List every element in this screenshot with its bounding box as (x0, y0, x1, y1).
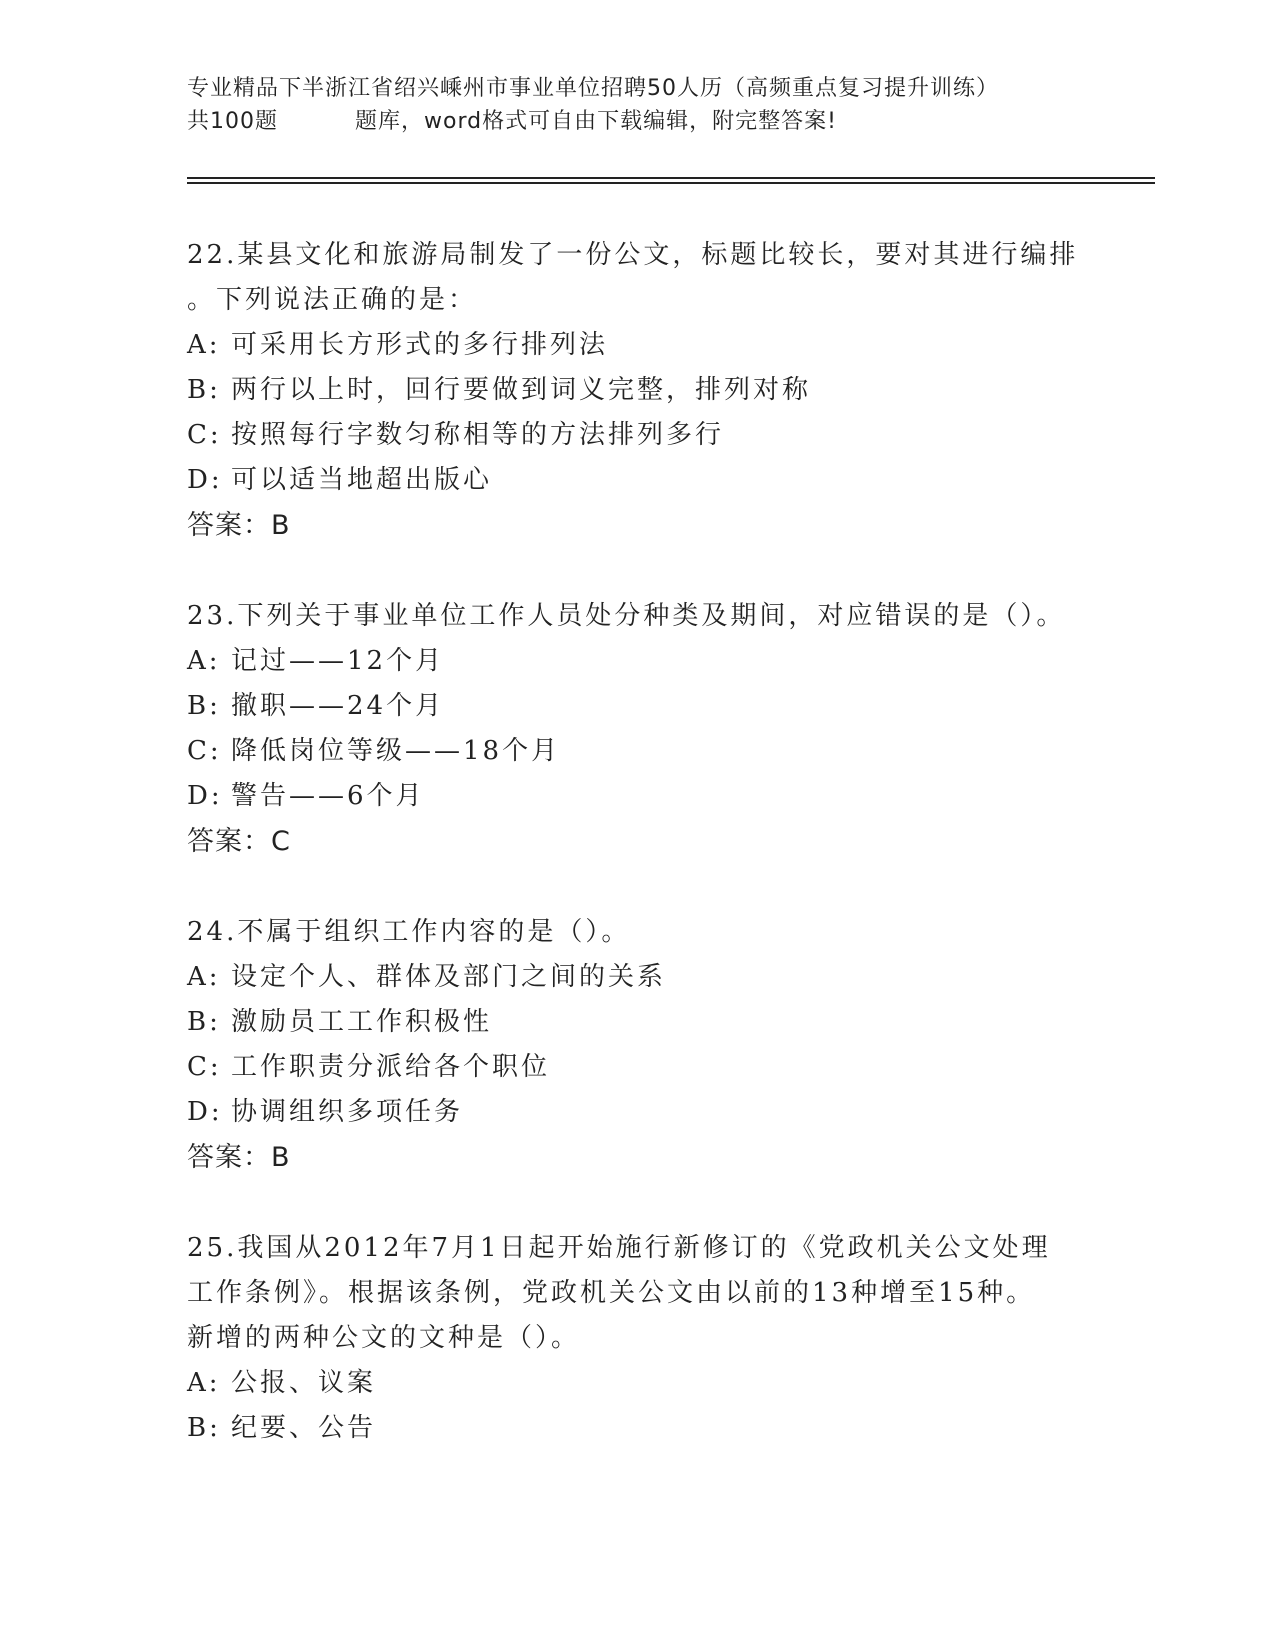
option-key: D: (187, 465, 223, 495)
answer-option (187, 1361, 1087, 1406)
option-text: 工作职责分派给各个职位 (231, 1052, 551, 1082)
header-title-line: 专业精品下半浙江省绍兴嵊州市事业单位招聘50人历（高频重点复习提升训练） (187, 76, 999, 101)
answer-option (187, 1045, 1087, 1090)
option-key: C: (187, 1052, 222, 1082)
option-text: 两行以上时，回行要做到词义完整，排列对称 (231, 375, 812, 405)
question-item (187, 910, 1087, 1180)
option-key: C: (187, 420, 222, 450)
question-item (187, 233, 1087, 548)
question-item (187, 594, 1087, 864)
option-text: 按照每行字数匀称相等的方法排列多行 (231, 420, 725, 450)
answer-option (187, 955, 1087, 1000)
answer-option (187, 684, 1087, 729)
question-list (187, 233, 1087, 1451)
option-text: 降低岗位等级——18个月 (231, 736, 561, 766)
question-stem: 新增的两种公文的文种是（）。 (187, 1323, 581, 1353)
answer-option (187, 1090, 1087, 1135)
answer-option (187, 1000, 1087, 1045)
question-stem: 工作条例》。根据该条例，党政机关公文由以前的13种增至15种。 (187, 1278, 1036, 1308)
answer-key: 答案：B (187, 510, 291, 541)
question-count: 共100题 (187, 109, 278, 134)
document-header (187, 72, 1087, 138)
option-key: B: (187, 375, 221, 405)
answer-option (187, 368, 1087, 413)
option-text: 设定个人、群体及部门之间的关系 (231, 962, 667, 992)
option-key: B: (187, 691, 221, 721)
option-text: 记过——12个月 (231, 646, 445, 676)
header-divider-top (187, 177, 1155, 179)
answer-option (187, 458, 1087, 503)
option-key: A: (187, 646, 221, 676)
option-text: 公报、议案 (231, 1368, 377, 1398)
question-stem: 23.下列关于事业单位工作人员处分种类及期间，对应错误的是（）。 (187, 601, 1066, 631)
option-text: 纪要、公告 (231, 1413, 377, 1443)
option-text: 可采用长方形式的多行排列法 (231, 330, 609, 360)
option-text: 警告——6个月 (231, 781, 425, 811)
option-text: 可以适当地超出版心 (231, 465, 493, 495)
option-text: 协调组织多项任务 (231, 1097, 464, 1127)
question-stem: 24.不属于组织工作内容的是（）。 (187, 917, 631, 947)
question-stem: 25.我国从2012年7月1日起开始施行新修订的《党政机关公文处理 (187, 1233, 1051, 1263)
option-key: A: (187, 330, 221, 360)
option-text: 撤职——24个月 (231, 691, 445, 721)
answer-option (187, 729, 1087, 774)
question-stem: 。下列说法正确的是： (187, 285, 478, 315)
answer-key: 答案：C (187, 826, 291, 857)
answer-key: 答案：B (187, 1142, 291, 1173)
answer-option (187, 1406, 1087, 1451)
option-key: B: (187, 1413, 221, 1443)
option-key: C: (187, 736, 222, 766)
question-item (187, 1226, 1087, 1451)
question-stem: 22.某县文化和旅游局制发了一份公文，标题比较长，要对其进行编排 (187, 240, 1079, 270)
answer-option (187, 639, 1087, 684)
option-key: A: (187, 1368, 221, 1398)
header-divider-bottom (187, 182, 1155, 184)
answer-option (187, 323, 1087, 368)
answer-option (187, 413, 1087, 458)
answer-option (187, 774, 1087, 819)
header-subtitle-line (187, 105, 1087, 138)
header-description: 题库，word格式可自由下载编辑，附完整答案! (355, 109, 837, 134)
option-key: B: (187, 1007, 221, 1037)
option-key: D: (187, 781, 223, 811)
option-text: 激励员工工作积极性 (231, 1007, 493, 1037)
option-key: A: (187, 962, 221, 992)
option-key: D: (187, 1097, 223, 1127)
